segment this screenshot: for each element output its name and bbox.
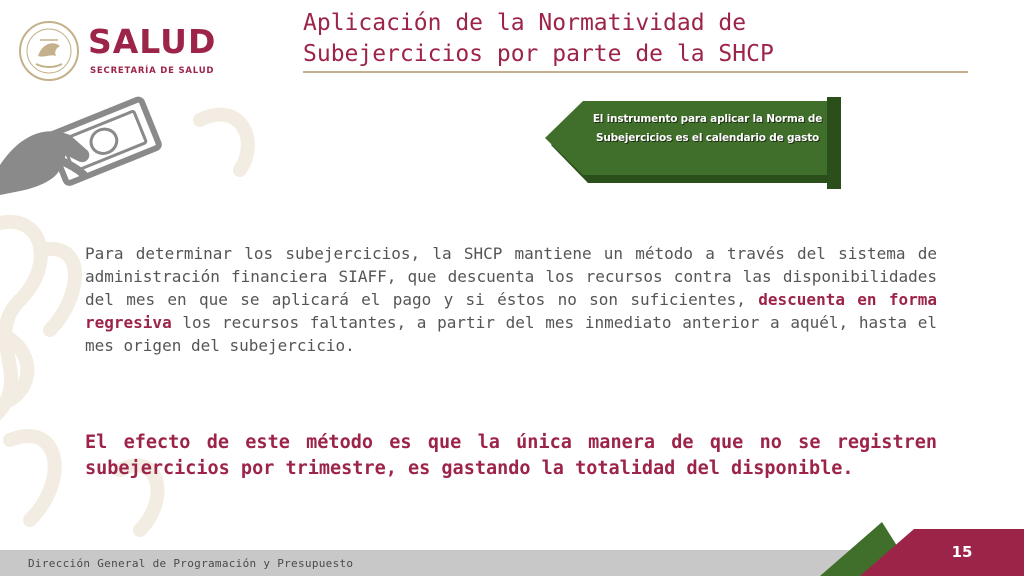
page-number: 15 xyxy=(951,543,973,561)
body-text-part-2: los recursos faltantes, a partir del mes inmediato anterior a aquél, hasta el mes origen del subejercicio. xyxy=(85,313,937,355)
body-text-part-1: Para determinar los subejercicios, la SHCP mantiene un método a través del sistema de administración financiera SIAFF, que descuenta los recursos contra las disponibilidades del mes en que se aplicará el pago y si éstos no son suficientes, xyxy=(85,244,937,309)
callout-text: El instrumento para aplicar la Norma de Subejercicios es el calendario de gasto xyxy=(592,113,823,144)
brand-subtitle: SECRETARÍA DE SALUD xyxy=(90,66,215,76)
national-seal-icon xyxy=(18,20,80,82)
footer-corner-decoration xyxy=(820,520,1024,576)
title-line-2: Subejercicios por parte de la SHCP xyxy=(303,41,774,67)
body-paragraph xyxy=(85,242,937,357)
conclusion-text: El efecto de este método es que la única manera de que no se registren subejercicios por trimestre, es gastando la totalidad del disponible. xyxy=(85,432,937,479)
hand-money-icon xyxy=(0,95,170,205)
body-highlight: descuenta en forma regresiva xyxy=(85,290,938,332)
title-divider xyxy=(303,71,968,73)
title-line-1: Aplicación de la Normatividad de xyxy=(303,10,747,36)
brand-name: SALUD xyxy=(88,22,217,61)
footer-text: Dirección General de Programación y Presupuesto xyxy=(28,557,354,570)
page-title xyxy=(303,8,983,70)
salud-logo xyxy=(18,20,238,80)
